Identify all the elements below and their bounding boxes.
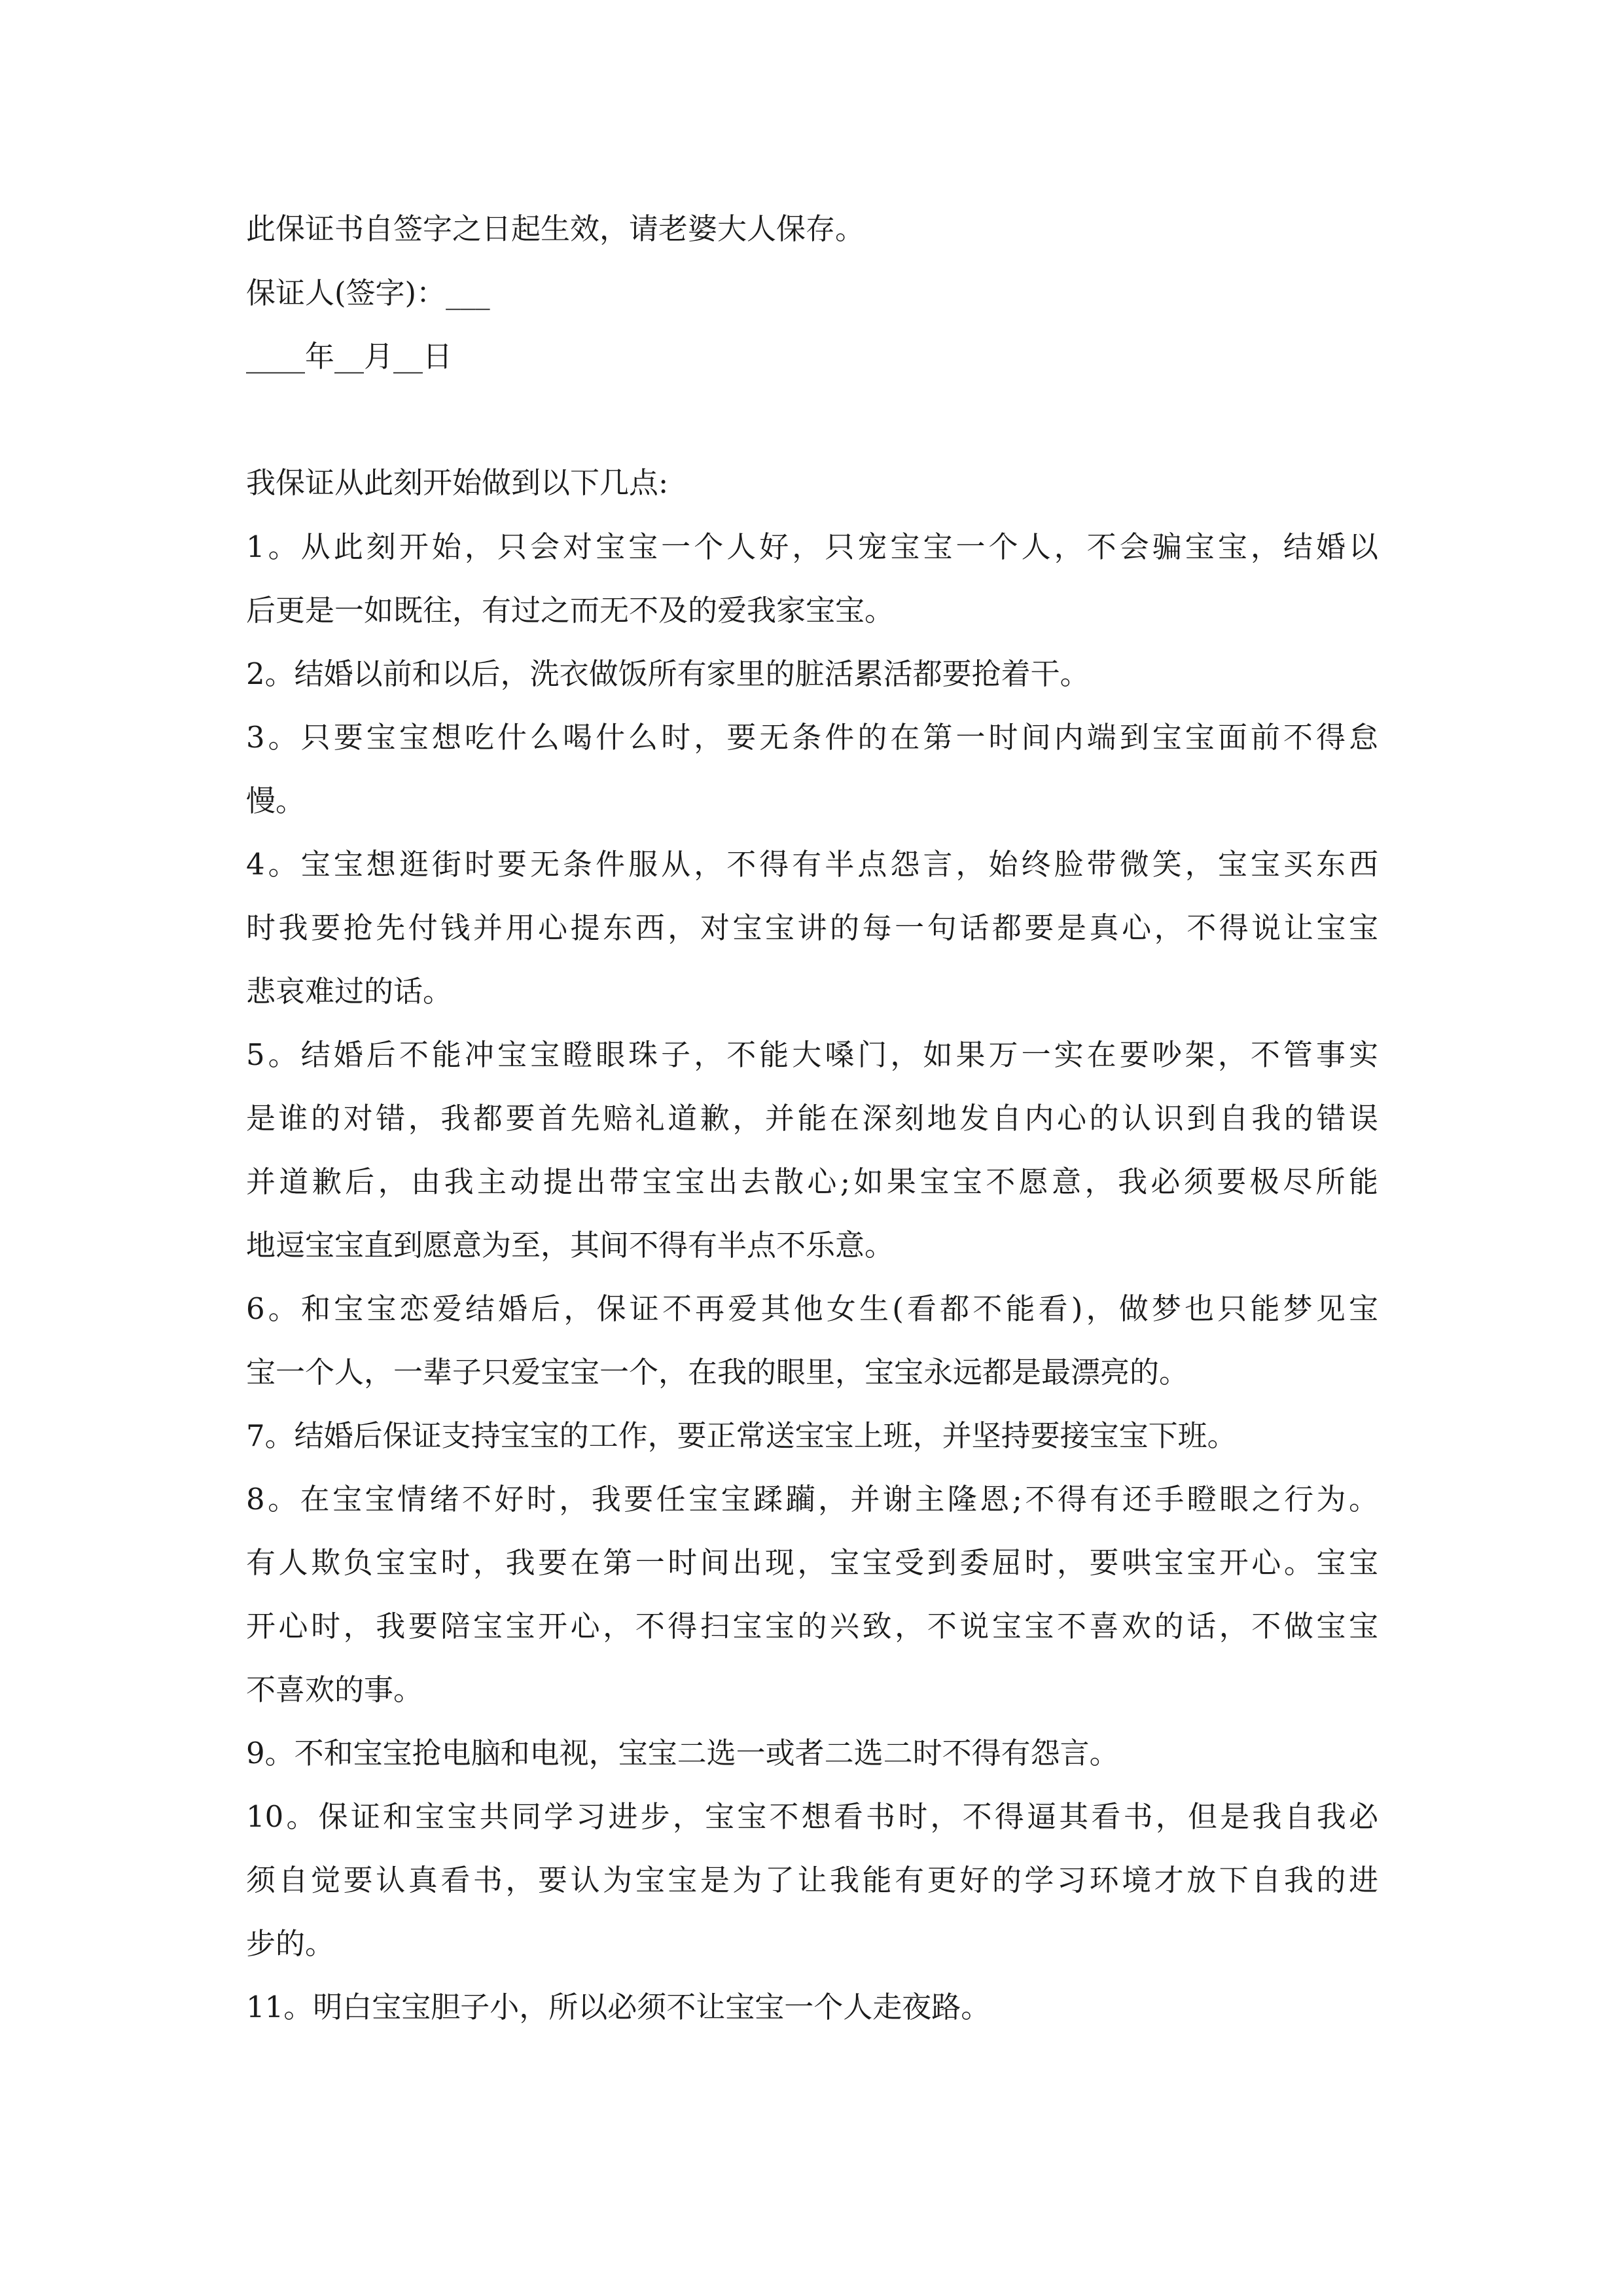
body-line: 须自觉要认真看书，要认为宝宝是为了让我能有更好的学习环境才放下自我的进: [246, 1863, 1378, 1897]
body-line: 地逗宝宝直到愿意为至，其间不得有半点不乐意。: [246, 1228, 895, 1263]
body-line: 4。宝宝想逛街时要无条件服从，不得有半点怨言，始终脸带微笑，宝宝买东西: [246, 847, 1378, 882]
body-line: 步的。: [246, 1926, 335, 1961]
body-line: 11。明白宝宝胆子小，所以必须不让宝宝一个人走夜路。: [246, 1990, 991, 2024]
body-line: 不喜欢的事。: [246, 1672, 423, 1707]
body-line: 5。结婚后不能冲宝宝瞪眼珠子，不能大嗓门，如果万一实在要吵架，不管事实: [246, 1037, 1378, 1072]
body-line: 9。不和宝宝抢电脑和电视，宝宝二选一或者二选二时不得有怨言。: [246, 1736, 1119, 1770]
intro-line: 我保证从此刻开始做到以下几点:: [246, 465, 669, 500]
body-line: 时我要抢先付钱并用心提东西，对宝宝讲的每一句话都要是真心，不得说让宝宝: [246, 910, 1378, 945]
body-line: 慢。: [246, 783, 306, 818]
body-line: 有人欺负宝宝时，我要在第一时间出现，宝宝受到委屈时，要哄宝宝开心。宝宝: [246, 1545, 1378, 1580]
date-line: ____年__月__日: [246, 339, 453, 374]
body-line: 是谁的对错，我都要首先赔礼道歉，并能在深刻地发自内心的认识到自我的错误: [246, 1101, 1378, 1136]
body-line: 1。从此刻开始，只会对宝宝一个人好，只宠宝宝一个人，不会骗宝宝，结婚以: [246, 529, 1378, 564]
body-line: 6。和宝宝恋爱结婚后，保证不再爱其他女生(看都不能看)，做梦也只能梦见宝: [246, 1291, 1378, 1326]
body-line: 3。只要宝宝想吃什么喝什么时，要无条件的在第一时间内端到宝宝面前不得怠: [246, 720, 1378, 755]
body-line: 8。在宝宝情绪不好时，我要任宝宝蹂躏，并谢主隆恩;不得有还手瞪眼之行为。: [246, 1482, 1378, 1516]
body-line: 悲哀难过的话。: [246, 974, 453, 1009]
body-line: 开心时，我要陪宝宝开心，不得扫宝宝的兴致，不说宝宝不喜欢的话，不做宝宝: [246, 1609, 1378, 1643]
body-line: 并道歉后，由我主动提出带宝宝出去散心;如果宝宝不愿意，我必须要极尽所能: [246, 1164, 1378, 1199]
body-line: 7。结婚后保证支持宝宝的工作，要正常送宝宝上班，并坚持要接宝宝下班。: [246, 1418, 1237, 1453]
body-line: 后更是一如既往，有过之而无不及的爱我家宝宝。: [246, 593, 895, 628]
body-line: 宝一个人，一辈子只爱宝宝一个，在我的眼里，宝宝永远都是最漂亮的。: [246, 1355, 1189, 1390]
effective-statement: 此保证书自签字之日起生效，请老婆大人保存。: [246, 211, 865, 246]
guarantor-signature-line: 保证人(签字)：___: [246, 276, 490, 310]
body-line: 2。结婚以前和以后，洗衣做饭所有家里的脏活累活都要抢着干。: [246, 656, 1090, 691]
body-line: 10。保证和宝宝共同学习进步，宝宝不想看书时，不得逼其看书，但是我自我必: [246, 1799, 1378, 1834]
